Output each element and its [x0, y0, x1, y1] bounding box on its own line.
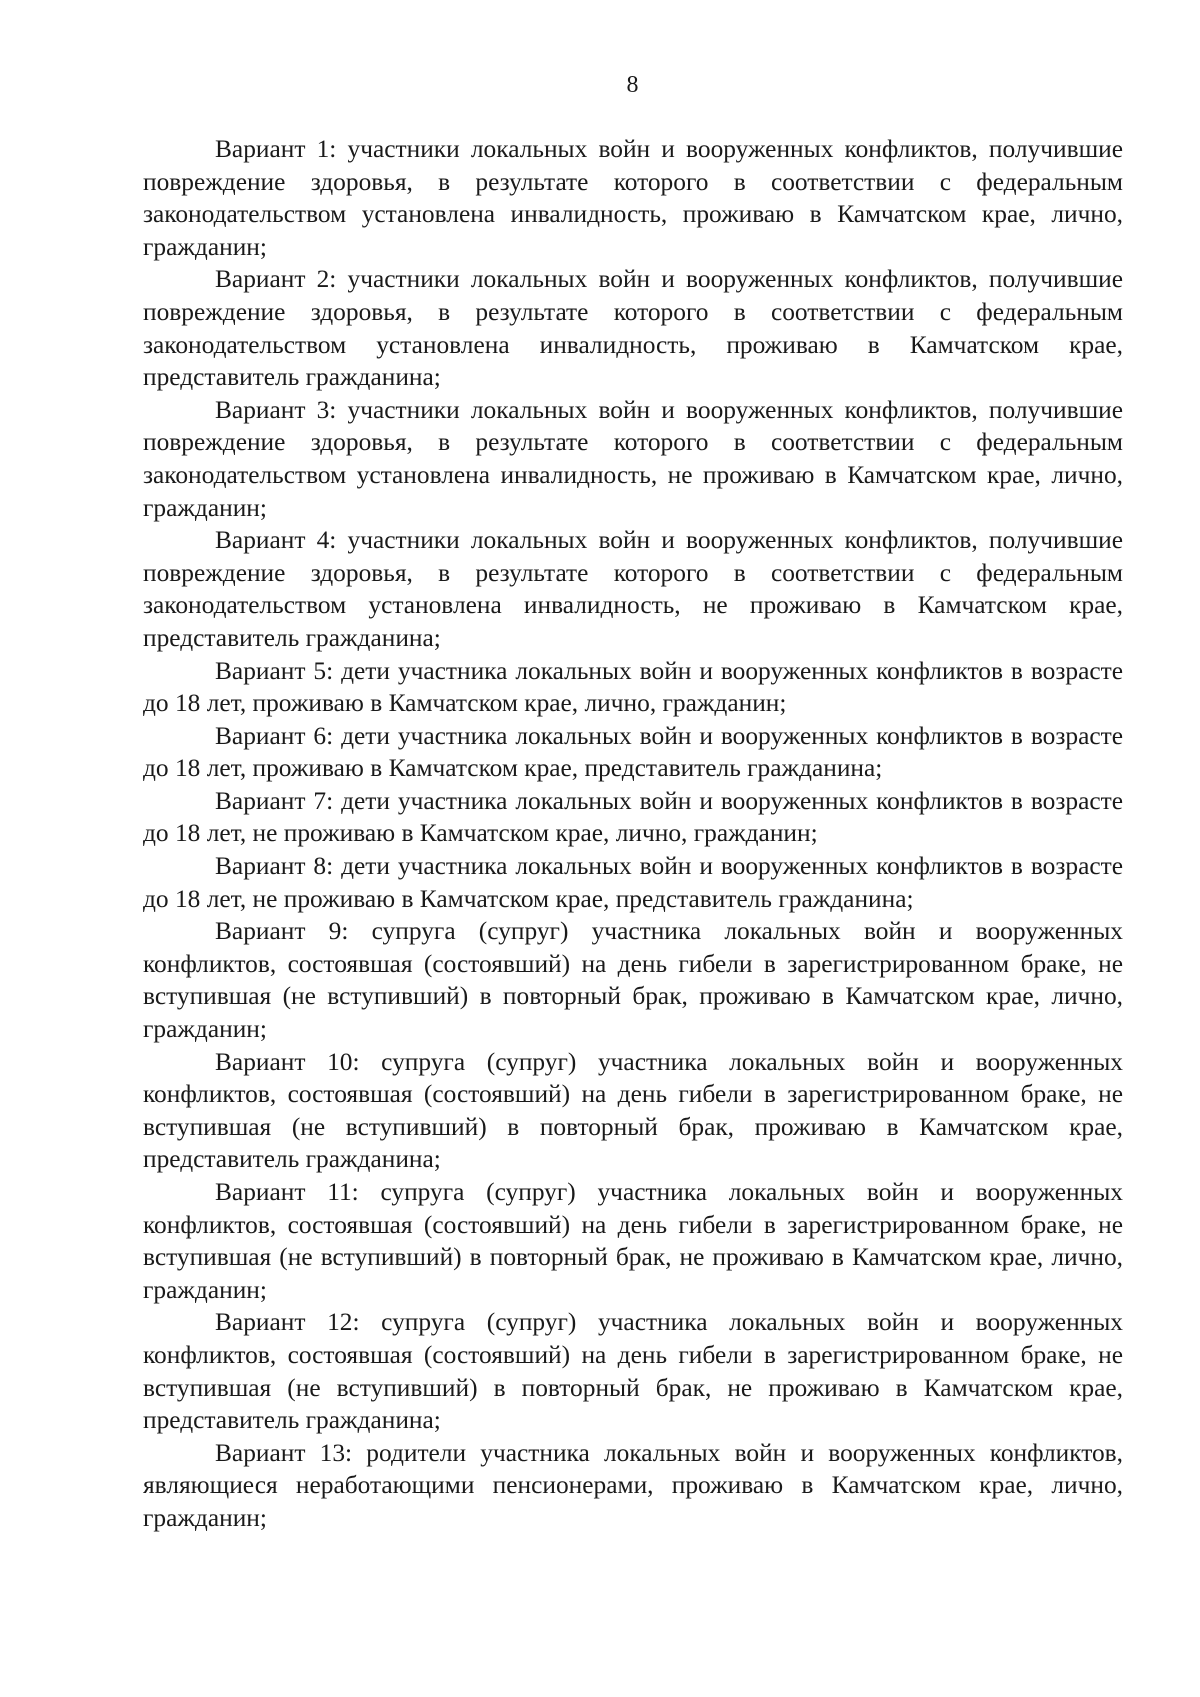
paragraph-variant-7: Вариант 7: дети участника локальных войн и вооруженных конфликтов в возрасте до 18 лет, не проживаю в Камчатском крае, лично, гражданин; [143, 786, 1123, 848]
paragraph-variant-10: Вариант 10: супруга (супруг) участника локальных войн и вооруженных конфликтов, состоявшая (состоявший) на день гибели в зарегистрированном браке, не вступившая (не вступивший) в повторный брак, проживаю в Камчатском крае, представитель гражданина; [143, 1047, 1123, 1174]
paragraph-variant-11: Вариант 11: супруга (супруг) участника локальных войн и вооруженных конфликтов, состоявшая (состоявший) на день гибели в зарегистрированном браке, не вступившая (не вступивший) в повторный брак, не проживаю в Камчатском крае, лично, гражданин; [143, 1178, 1123, 1304]
document-body [143, 133, 1123, 1535]
paragraph-variant-8: Вариант 8: дети участника локальных войн и вооруженных конфликтов в возрасте до 18 лет, не проживаю в Камчатском крае, представитель гражданина; [143, 852, 1123, 913]
paragraph-variant-3: Вариант 3: участники локальных войн и вооруженных конфликтов, получившие повреждение здоровья, в результате которого в соответствии с федеральным законодательством установлена инвалидность, не проживаю в Камчатском крае, лично, гражданин; [143, 395, 1123, 522]
paragraph-variant-13: Вариант 13: родители участника локальных войн и вооруженных конфликтов, являющиеся неработающими пенсионерами, проживаю в Камчатском крае, лично, гражданин; [143, 1438, 1123, 1532]
paragraph-variant-5: Вариант 5: дети участника локальных войн и вооруженных конфликтов в возрасте до 18 лет, проживаю в Камчатском крае, лично, гражданин; [143, 656, 1123, 718]
paragraph-variant-12: Вариант 12: супруга (супруг) участника локальных войн и вооруженных конфликтов, состоявшая (состоявший) на день гибели в зарегистрированном браке, не вступившая (не вступивший) в повторный брак, не проживаю в Камчатском крае, представитель гражданина; [143, 1308, 1123, 1435]
page-number: 8 [626, 72, 639, 98]
paragraph-variant-1: Вариант 1: участники локальных войн и вооруженных конфликтов, получившие повреждение здоровья, в результате которого в соответствии с федеральным законодательством установлена инвалидность, проживаю в Камчатском крае, лично, гражданин; [143, 135, 1123, 261]
paragraph-variant-6: Вариант 6: дети участника локальных войн и вооруженных конфликтов в возрасте до 18 лет, проживаю в Камчатском крае, представитель гражданина; [143, 721, 1123, 783]
paragraph-variant-2: Вариант 2: участники локальных войн и вооруженных конфликтов, получившие повреждение здоровья, в результате которого в соответствии с федеральным законодательством установлена инвалидность, проживаю в Камчатском крае, представитель гражданина; [143, 265, 1123, 392]
paragraph-variant-9: Вариант 9: супруга (супруг) участника локальных войн и вооруженных конфликтов, состоявшая (состоявший) на день гибели в зарегистрированном браке, не вступившая (не вступивший) в повторный брак, проживаю в Камчатском крае, лично, гражданин; [143, 917, 1123, 1044]
paragraph-variant-4: Вариант 4: участники локальных войн и вооруженных конфликтов, получившие повреждение здоровья, в результате которого в соответствии с федеральным законодательством установлена инвалидность, не проживаю в Камчатском крае, представитель гражданина; [143, 526, 1123, 652]
